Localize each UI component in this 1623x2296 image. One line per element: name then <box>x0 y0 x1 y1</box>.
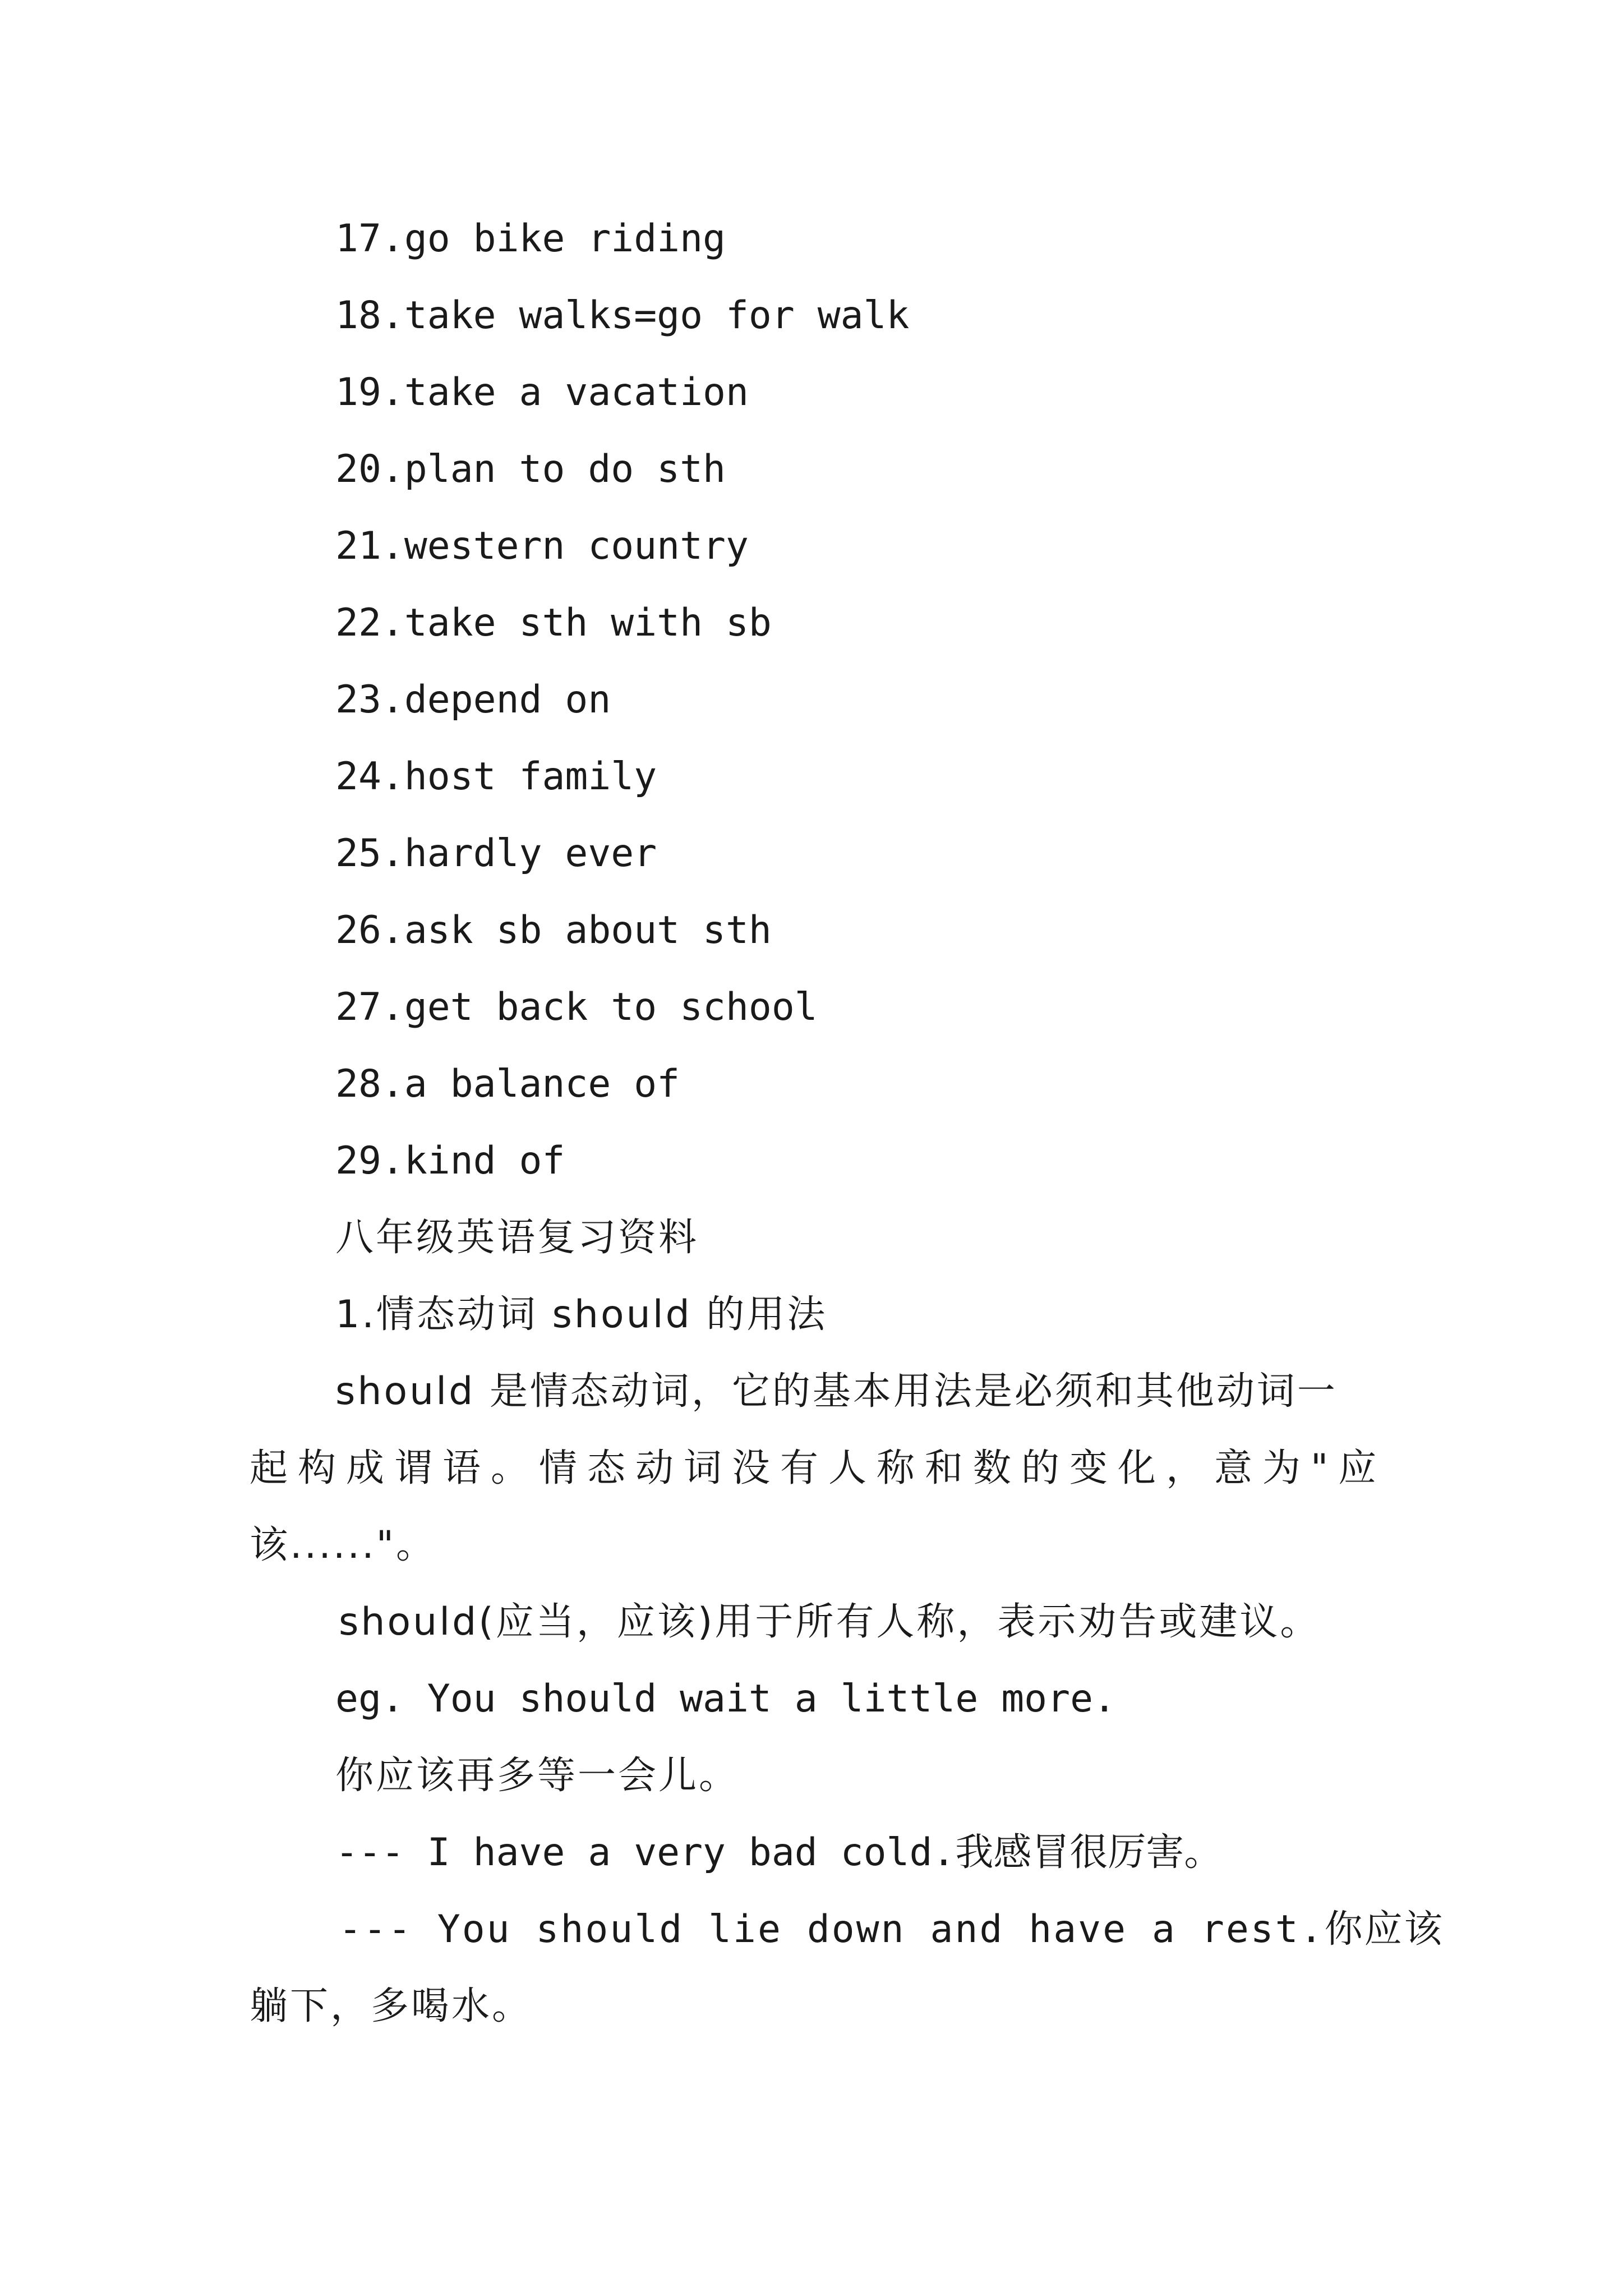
dialog-line-2-part-1: --- You should lie down and have a rest.你应该 <box>339 1907 1444 1952</box>
phrase-18: 18.take walks=go for walk <box>335 293 910 338</box>
phrase-27: 27.get back to school <box>335 985 818 1029</box>
paragraph-1-line-2: 起构成谓语。情态动词没有人称和数的变化，意为"应 <box>250 1446 1387 1490</box>
phrase-29: 29.kind of <box>335 1139 565 1183</box>
dialog-line-2-part-2: 躺下，多喝水。 <box>250 1984 533 2028</box>
phrase-21: 21.western country <box>335 524 749 568</box>
section-title: 八年级英语复习资料 <box>335 1216 699 1260</box>
paragraph-1-line-3: 该......"。 <box>250 1523 436 1567</box>
phrase-24: 24.host family <box>335 754 657 799</box>
phrase-20: 20.plan to do sth <box>335 447 726 491</box>
phrase-26: 26.ask sb about sth <box>335 908 772 953</box>
dialog-line-1: --- I have a very bad cold.我感冒很厉害。 <box>335 1830 1223 1875</box>
example-english: eg. You should wait a little more. <box>335 1677 1116 1721</box>
phrase-28: 28.a balance of <box>335 1062 680 1106</box>
phrase-22: 22.take sth with sb <box>335 601 772 645</box>
phrase-19: 19.take a vacation <box>335 370 749 415</box>
heading-should-usage: 1.情态动词 should 的用法 <box>335 1292 828 1337</box>
paragraph-1-line-1: should 是情态动词，它的基本用法是必须和其他动词一 <box>335 1369 1338 1414</box>
phrase-17: 17.go bike riding <box>335 217 726 261</box>
phrase-23: 23.depend on <box>335 678 611 722</box>
paragraph-2: should(应当，应该)用于所有人称，表示劝告或建议。 <box>339 1600 1321 1644</box>
phrase-25: 25.hardly ever <box>335 831 657 876</box>
example-chinese: 你应该再多等一会儿。 <box>335 1754 740 1798</box>
